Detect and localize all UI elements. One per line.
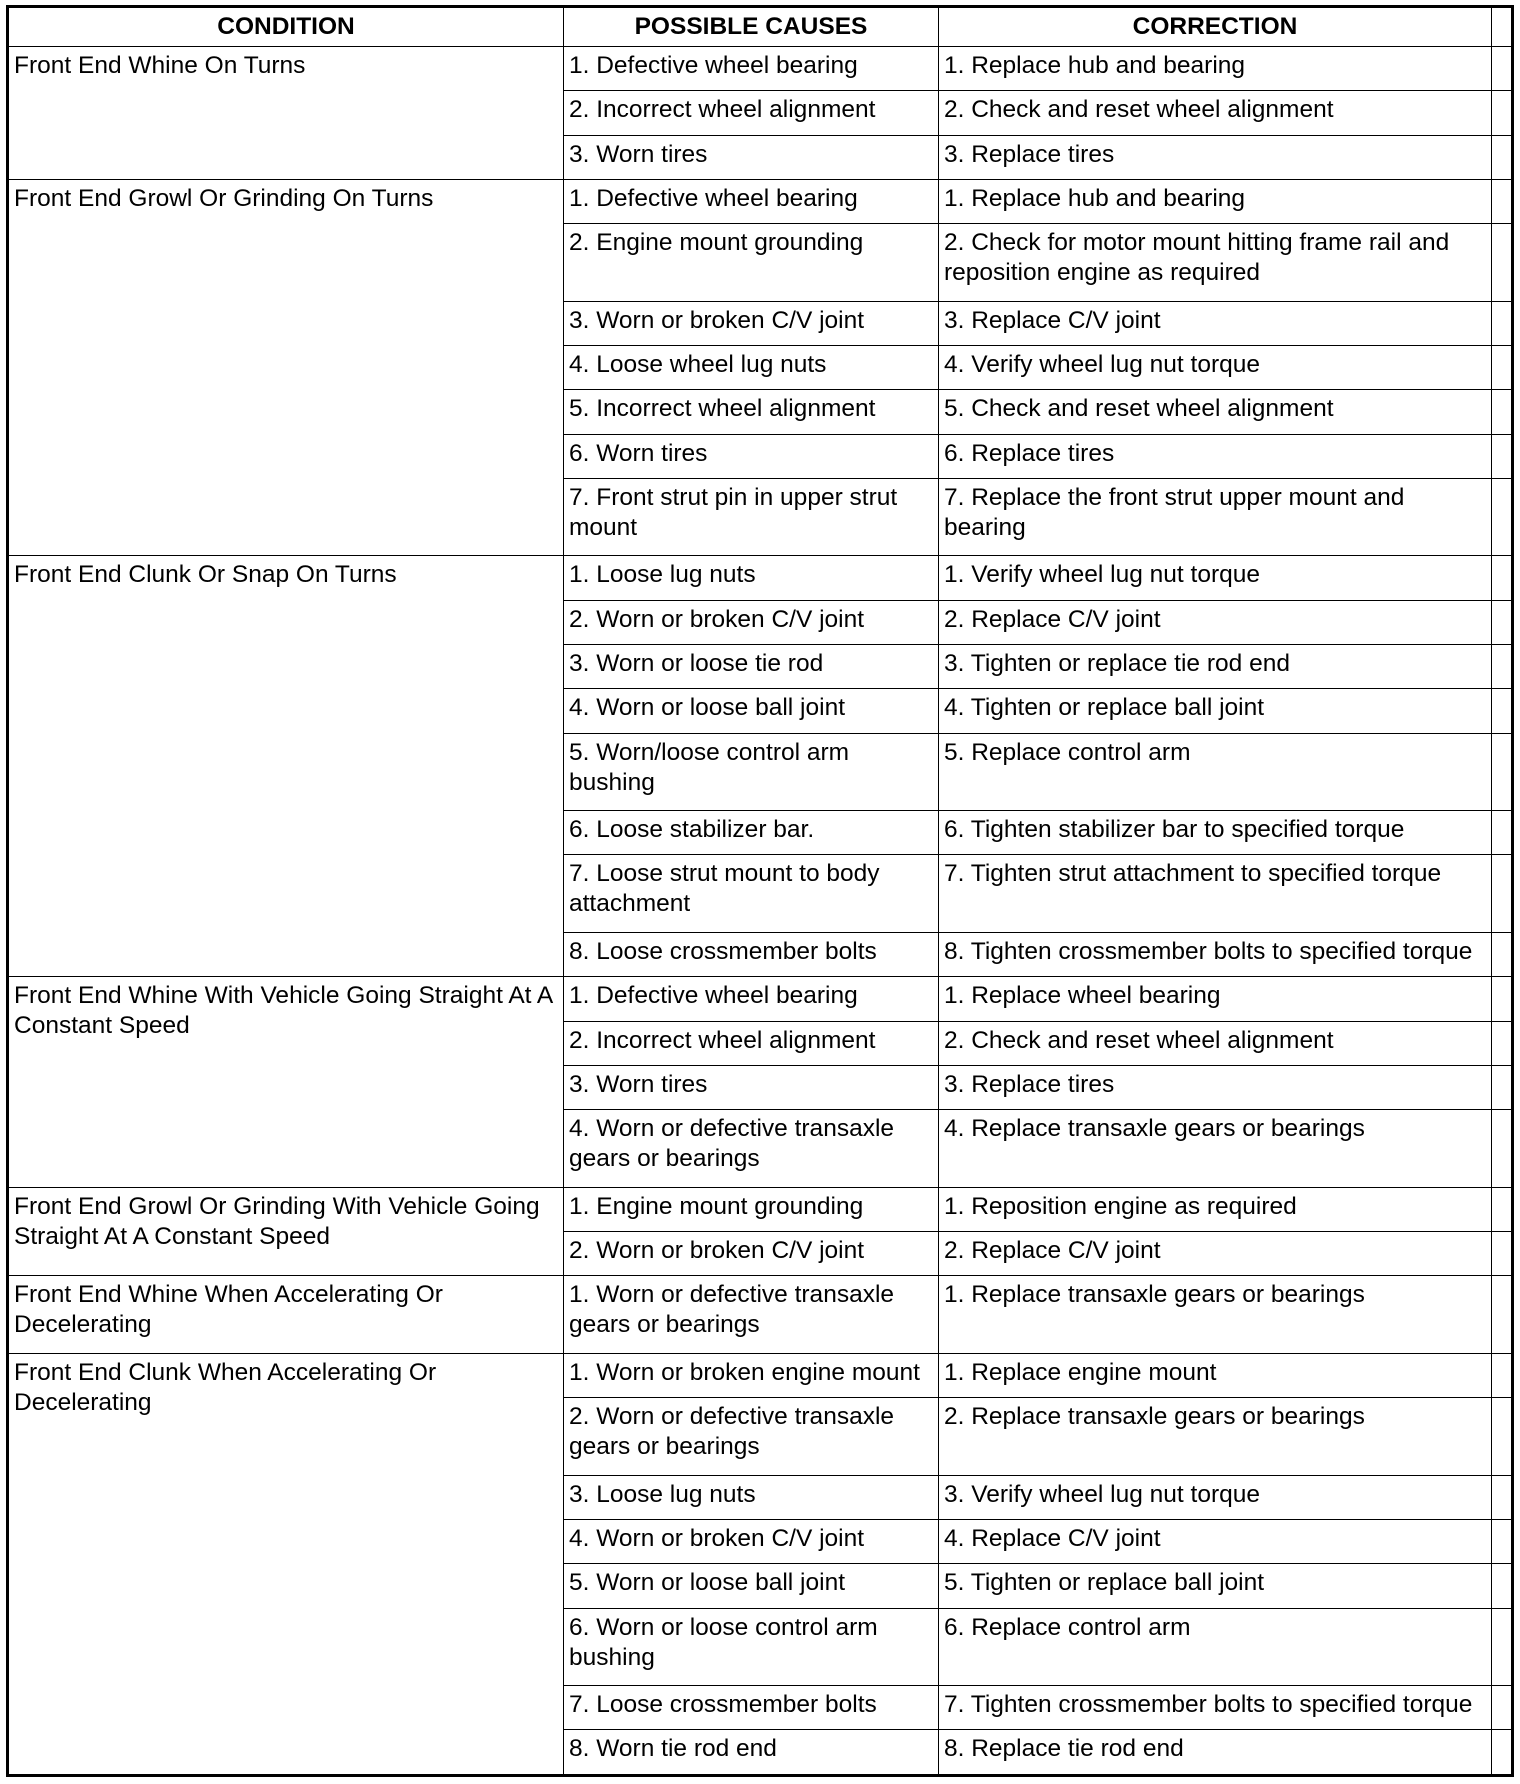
cause-cell: 2. Engine mount grounding: [564, 224, 939, 302]
condition-cell: Front End Whine With Vehicle Going Straight At A Constant Speed: [8, 977, 564, 1187]
spacer-cell: [1492, 1564, 1513, 1608]
correction-cell: 7. Replace the front strut upper mount and bearing: [939, 478, 1492, 556]
spacer-cell: [1492, 1232, 1513, 1276]
spacer-cell: [1492, 811, 1513, 855]
cause-cell: 6. Loose stabilizer bar.: [564, 811, 939, 855]
spacer-cell: [1492, 1276, 1513, 1354]
correction-cell: 5. Check and reset wheel alignment: [939, 390, 1492, 434]
spacer-cell: [1492, 1608, 1513, 1686]
cause-cell: 3. Worn or broken C/V joint: [564, 301, 939, 345]
spacer-cell: [1492, 977, 1513, 1021]
cause-cell: 2. Incorrect wheel alignment: [564, 91, 939, 135]
cause-cell: 5. Worn or loose ball joint: [564, 1564, 939, 1608]
cause-cell: 1. Defective wheel bearing: [564, 977, 939, 1021]
cause-cell: 3. Loose lug nuts: [564, 1475, 939, 1519]
spacer-cell: [1492, 1353, 1513, 1397]
spacer-cell: [1492, 1065, 1513, 1109]
spacer-cell: [1492, 1519, 1513, 1563]
spacer-cell: [1492, 1110, 1513, 1188]
cause-cell: 4. Loose wheel lug nuts: [564, 346, 939, 390]
correction-cell: 8. Replace tie rod end: [939, 1730, 1492, 1776]
correction-cell: 4. Tighten or replace ball joint: [939, 689, 1492, 733]
spacer-cell: [1492, 434, 1513, 478]
correction-cell: 4. Verify wheel lug nut torque: [939, 346, 1492, 390]
correction-cell: 2. Replace C/V joint: [939, 1232, 1492, 1276]
table-row: [8, 977, 1513, 1021]
cause-cell: 2. Worn or broken C/V joint: [564, 600, 939, 644]
spacer-cell: [1492, 135, 1513, 179]
spacer-cell: [1492, 1686, 1513, 1730]
cause-cell: 1. Engine mount grounding: [564, 1187, 939, 1231]
table-row: [8, 1187, 1513, 1231]
table-row: [8, 556, 1513, 600]
cause-cell: 1. Defective wheel bearing: [564, 47, 939, 91]
correction-cell: 1. Reposition engine as required: [939, 1187, 1492, 1231]
cause-cell: 8. Loose crossmember bolts: [564, 932, 939, 976]
cause-cell: 8. Worn tie rod end: [564, 1730, 939, 1776]
cause-cell: 2. Worn or broken C/V joint: [564, 1232, 939, 1276]
spacer-cell: [1492, 932, 1513, 976]
spacer-cell: [1492, 91, 1513, 135]
header-possible-causes: POSSIBLE CAUSES: [564, 7, 939, 47]
correction-cell: 7. Tighten strut attachment to specified torque: [939, 855, 1492, 933]
header-row: [8, 7, 1513, 47]
spacer-cell: [1492, 478, 1513, 556]
correction-cell: 3. Replace tires: [939, 1065, 1492, 1109]
spacer-cell: [1492, 301, 1513, 345]
spacer-cell: [1492, 1475, 1513, 1519]
diagnosis-table: [6, 5, 1514, 1777]
header-condition: CONDITION: [8, 7, 564, 47]
cause-cell: 5. Worn/loose control arm bushing: [564, 733, 939, 811]
correction-cell: 6. Replace tires: [939, 434, 1492, 478]
correction-cell: 1. Replace hub and bearing: [939, 179, 1492, 223]
cause-cell: 4. Worn or broken C/V joint: [564, 1519, 939, 1563]
cause-cell: 4. Worn or defective transaxle gears or bearings: [564, 1110, 939, 1188]
spacer-cell: [1492, 346, 1513, 390]
spacer-cell: [1492, 556, 1513, 600]
spacer-cell: [1492, 1730, 1513, 1776]
spacer-cell: [1492, 1021, 1513, 1065]
correction-cell: 5. Replace control arm: [939, 733, 1492, 811]
spacer-cell: [1492, 733, 1513, 811]
spacer-cell: [1492, 689, 1513, 733]
condition-cell: Front End Whine On Turns: [8, 47, 564, 180]
cause-cell: 4. Worn or loose ball joint: [564, 689, 939, 733]
cause-cell: 6. Worn tires: [564, 434, 939, 478]
correction-cell: 1. Replace engine mount: [939, 1353, 1492, 1397]
correction-cell: 1. Replace transaxle gears or bearings: [939, 1276, 1492, 1354]
condition-cell: Front End Clunk Or Snap On Turns: [8, 556, 564, 977]
table-row: [8, 1276, 1513, 1354]
correction-cell: 3. Replace tires: [939, 135, 1492, 179]
correction-cell: 2. Replace transaxle gears or bearings: [939, 1398, 1492, 1476]
correction-cell: 1. Verify wheel lug nut torque: [939, 556, 1492, 600]
cause-cell: 5. Incorrect wheel alignment: [564, 390, 939, 434]
correction-cell: 4. Replace C/V joint: [939, 1519, 1492, 1563]
table-row: [8, 179, 1513, 223]
spacer-cell: [1492, 47, 1513, 91]
condition-cell: Front End Growl Or Grinding On Turns: [8, 179, 564, 556]
cause-cell: 2. Incorrect wheel alignment: [564, 1021, 939, 1065]
condition-cell: Front End Whine When Accelerating Or Decelerating: [8, 1276, 564, 1354]
cause-cell: 3. Worn tires: [564, 135, 939, 179]
cause-cell: 6. Worn or loose control arm bushing: [564, 1608, 939, 1686]
correction-cell: 2. Check and reset wheel alignment: [939, 1021, 1492, 1065]
spacer-cell: [1492, 390, 1513, 434]
cause-cell: 1. Worn or broken engine mount: [564, 1353, 939, 1397]
correction-cell: 8. Tighten crossmember bolts to specified torque: [939, 932, 1492, 976]
correction-cell: 1. Replace hub and bearing: [939, 47, 1492, 91]
correction-cell: 2. Replace C/V joint: [939, 600, 1492, 644]
table-row: [8, 1353, 1513, 1397]
spacer-cell: [1492, 1187, 1513, 1231]
condition-cell: Front End Growl Or Grinding With Vehicle Going Straight At A Constant Speed: [8, 1187, 564, 1276]
correction-cell: 3. Verify wheel lug nut torque: [939, 1475, 1492, 1519]
spacer-cell: [1492, 855, 1513, 933]
spacer-cell: [1492, 600, 1513, 644]
spacer-cell: [1492, 645, 1513, 689]
cause-cell: 1. Worn or defective transaxle gears or bearings: [564, 1276, 939, 1354]
correction-cell: 3. Replace C/V joint: [939, 301, 1492, 345]
header-correction: CORRECTION: [939, 7, 1492, 47]
cause-cell: 2. Worn or defective transaxle gears or bearings: [564, 1398, 939, 1476]
spacer-cell: [1492, 179, 1513, 223]
correction-cell: 6. Replace control arm: [939, 1608, 1492, 1686]
cause-cell: 1. Defective wheel bearing: [564, 179, 939, 223]
correction-cell: 5. Tighten or replace ball joint: [939, 1564, 1492, 1608]
table-row: [8, 47, 1513, 91]
correction-cell: 4. Replace transaxle gears or bearings: [939, 1110, 1492, 1188]
cause-cell: 3. Worn tires: [564, 1065, 939, 1109]
correction-cell: 3. Tighten or replace tie rod end: [939, 645, 1492, 689]
correction-cell: 2. Check and reset wheel alignment: [939, 91, 1492, 135]
condition-cell: Front End Clunk When Accelerating Or Decelerating: [8, 1353, 564, 1775]
table-body: [8, 47, 1513, 1776]
cause-cell: 1. Loose lug nuts: [564, 556, 939, 600]
cause-cell: 7. Loose strut mount to body attachment: [564, 855, 939, 933]
cause-cell: 7. Loose crossmember bolts: [564, 1686, 939, 1730]
cause-cell: 3. Worn or loose tie rod: [564, 645, 939, 689]
cause-cell: 7. Front strut pin in upper strut mount: [564, 478, 939, 556]
header-spacer: [1492, 7, 1513, 47]
spacer-cell: [1492, 224, 1513, 302]
correction-cell: 1. Replace wheel bearing: [939, 977, 1492, 1021]
correction-cell: 6. Tighten stabilizer bar to specified torque: [939, 811, 1492, 855]
correction-cell: 2. Check for motor mount hitting frame rail and reposition engine as required: [939, 224, 1492, 302]
correction-cell: 7. Tighten crossmember bolts to specified torque: [939, 1686, 1492, 1730]
spacer-cell: [1492, 1398, 1513, 1476]
